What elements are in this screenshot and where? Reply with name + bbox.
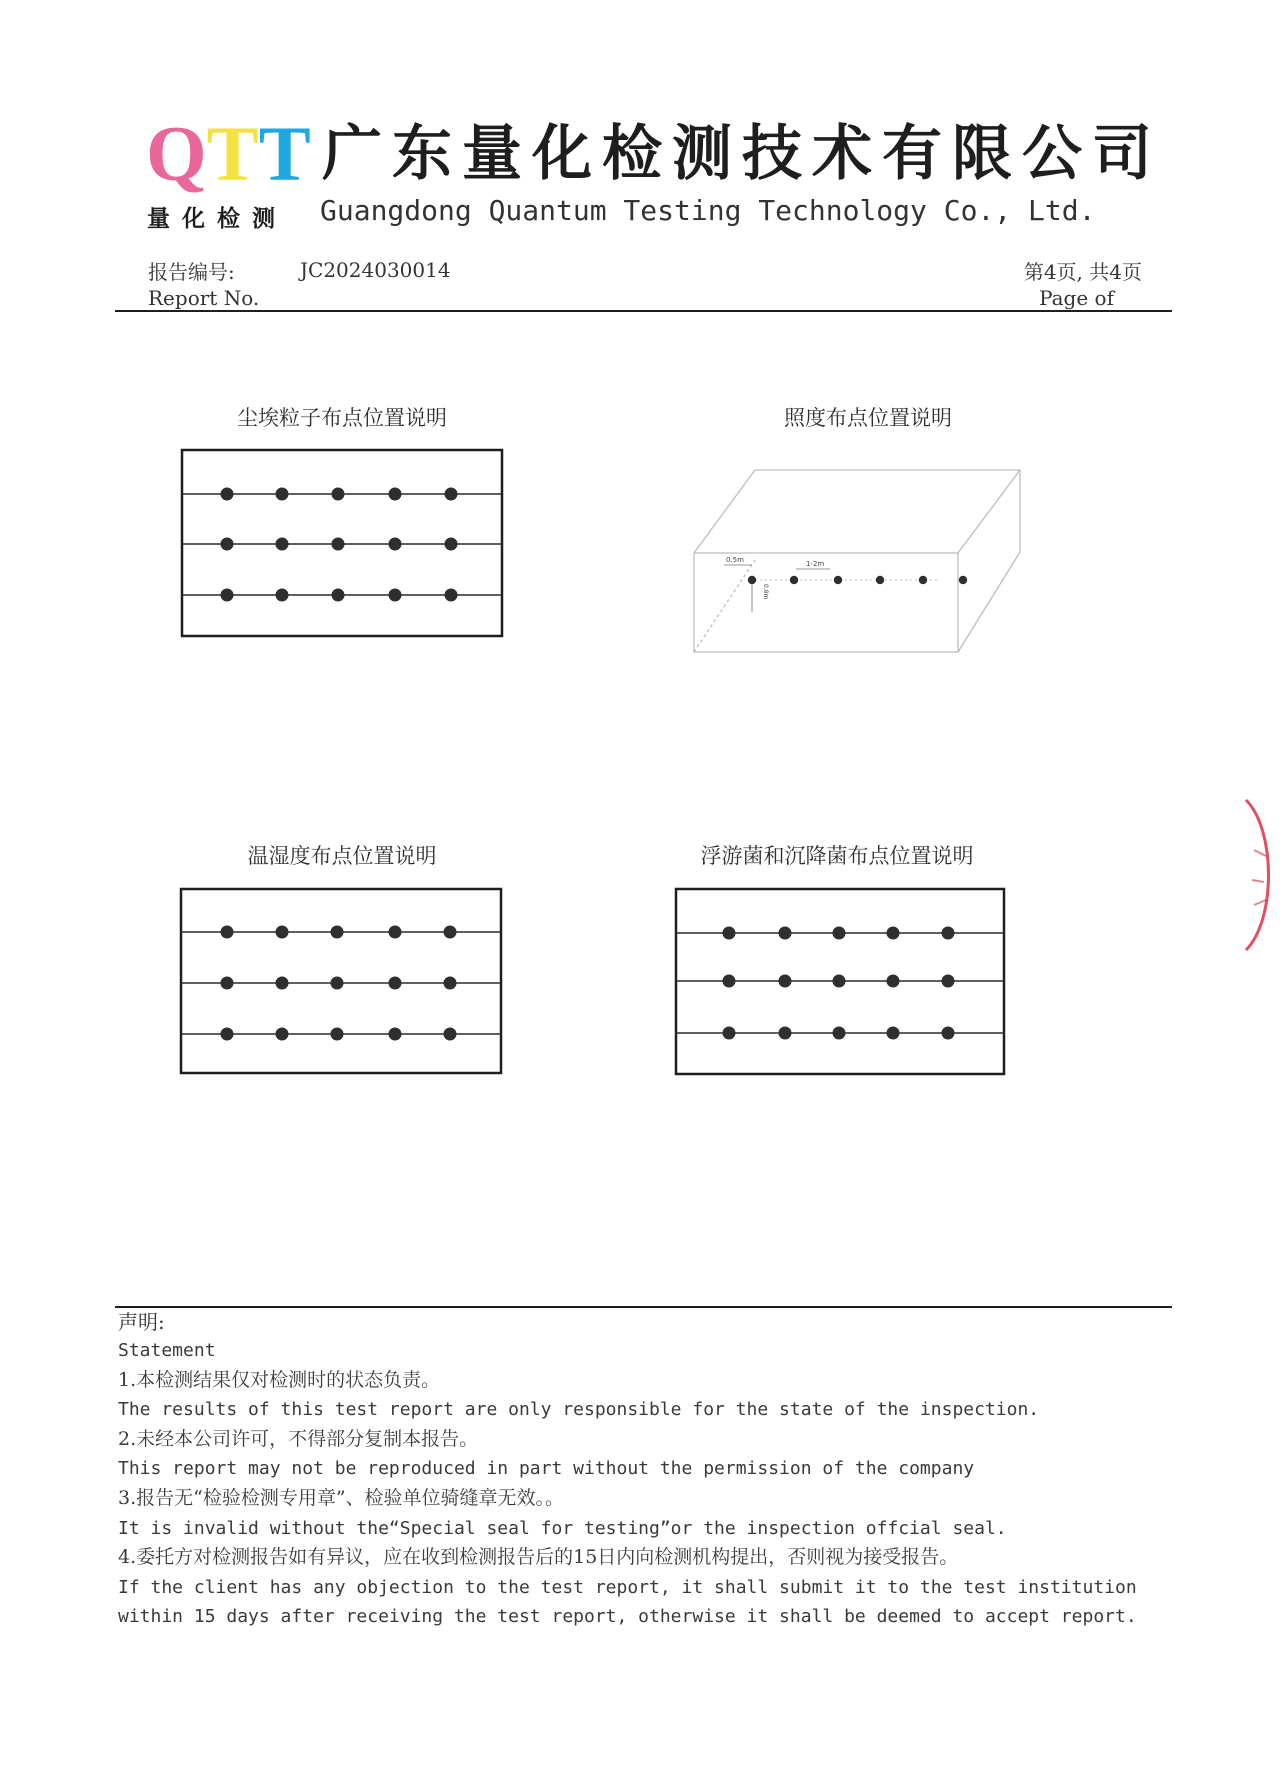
bacteria-sample-point bbox=[887, 975, 900, 988]
bacteria-sample-point bbox=[723, 927, 736, 940]
temp_humidity-sample-point bbox=[444, 977, 457, 990]
dust-diagram-title: 尘埃粒子布点位置说明 bbox=[237, 406, 447, 430]
bacteria-sample-point bbox=[942, 927, 955, 940]
statement-section bbox=[118, 1308, 1188, 1632]
temp_humidity-sample-point bbox=[331, 926, 344, 939]
bacteria-sample-point bbox=[833, 927, 846, 940]
temp_humidity-sample-point bbox=[389, 926, 402, 939]
dust-sample-point bbox=[276, 589, 289, 602]
logo-letter-t2: T bbox=[258, 110, 311, 197]
temp_humidity-sample-point bbox=[389, 1028, 402, 1041]
bacteria-sample-point bbox=[942, 1027, 955, 1040]
bacteria-sample-point bbox=[779, 927, 792, 940]
temp-humidity-diagram-title: 温湿度布点位置说明 bbox=[247, 844, 437, 868]
dust-sample-point bbox=[276, 538, 289, 551]
temp_humidity-sample-point bbox=[221, 926, 234, 939]
statement-item-1-en: The results of this test report are only responsible for the state of the inspection. bbox=[118, 1399, 1040, 1421]
page-indicator-en: Page of bbox=[1039, 286, 1114, 310]
illuminance-point-diagram bbox=[690, 462, 1030, 657]
dust-sample-point bbox=[445, 589, 458, 602]
dust-sample-point bbox=[332, 538, 345, 551]
illuminance-sample-point bbox=[959, 576, 967, 584]
illuminance-sample-point bbox=[919, 576, 927, 584]
bacteria-sample-point bbox=[779, 1027, 792, 1040]
dust-sample-point bbox=[332, 589, 345, 602]
dust-sample-point bbox=[221, 488, 234, 501]
logo-letter-q: Q bbox=[146, 110, 207, 197]
temp_humidity-sample-point bbox=[331, 1028, 344, 1041]
dust-sample-point bbox=[389, 589, 402, 602]
statement-item-2-en: This report may not be reproduced in part without the permission of the company bbox=[118, 1458, 975, 1480]
statement-title-en: Statement bbox=[118, 1340, 216, 1361]
bacteria-sample-point bbox=[833, 1027, 846, 1040]
illuminance-sample-point bbox=[748, 576, 756, 584]
report-number-label-cn: 报告编号: bbox=[148, 260, 235, 284]
header-divider bbox=[115, 310, 1172, 312]
dust-sample-point bbox=[276, 488, 289, 501]
bacteria-sample-point bbox=[723, 975, 736, 988]
temp_humidity-sample-point bbox=[389, 977, 402, 990]
logo-subtitle: 量化检测 bbox=[147, 206, 287, 232]
temp_humidity-sample-point bbox=[331, 977, 344, 990]
temp_humidity-sample-point bbox=[276, 926, 289, 939]
illuminance-sample-point bbox=[876, 576, 884, 584]
dust-sample-point bbox=[445, 488, 458, 501]
bacteria-sample-point bbox=[779, 975, 792, 988]
dust-sample-point bbox=[445, 538, 458, 551]
bacteria-sample-point bbox=[833, 975, 846, 988]
report-number-value: JC2024030014 bbox=[300, 258, 451, 282]
bacteria-sample-point bbox=[723, 1027, 736, 1040]
official-seal-partial bbox=[1236, 790, 1284, 960]
label-0.5m: 0.5m bbox=[726, 556, 744, 564]
statement-item-4-en-line-2: within 15 days after receiving the test report, otherwise it shall be deemed to accept report. bbox=[118, 1606, 1137, 1628]
illuminance-sample-point bbox=[834, 576, 842, 584]
dust-sample-point bbox=[332, 488, 345, 501]
statement-item-3-en: It is invalid without the“Special seal for testing”or the inspection offcial seal. bbox=[118, 1517, 1007, 1539]
dust-frame bbox=[182, 450, 502, 636]
logo bbox=[146, 110, 311, 197]
bacteria-sample-point bbox=[942, 975, 955, 988]
illuminance-sample-point bbox=[790, 576, 798, 584]
label-1-2m: 1-2m bbox=[806, 560, 825, 568]
dust-sample-point bbox=[221, 589, 234, 602]
page-indicator-cn: 第4页, 共4页 bbox=[1023, 260, 1142, 284]
bacteria-frame bbox=[676, 889, 1004, 1074]
illuminance-diagram-title: 照度布点位置说明 bbox=[784, 406, 952, 430]
company-name-cn: 广东量化检测技术有限公司 bbox=[322, 119, 1162, 189]
dust-sample-point bbox=[389, 538, 402, 551]
statement-item-1-cn: 1.本检测结果仅对检测时的状态负责。 bbox=[118, 1368, 441, 1391]
statement-item-2-cn: 2.未经本公司许可，不得部分复制本报告。 bbox=[118, 1427, 479, 1450]
temp_humidity-sample-point bbox=[444, 1028, 457, 1041]
statement-item-4-cn: 4.委托方对检测报告如有异议，应在收到检测报告后的15日内向检测机构提出，否则视为接受报告。 bbox=[118, 1546, 959, 1569]
temp_humidity-sample-point bbox=[221, 977, 234, 990]
statement-item-4-en-line-1: If the client has any objection to the test report, it shall submit it to the test institution bbox=[118, 1576, 1137, 1598]
temp_humidity-frame bbox=[181, 889, 501, 1073]
report-number-label-en: Report No. bbox=[148, 286, 260, 310]
dust-sample-point bbox=[389, 488, 402, 501]
temp_humidity-sample-point bbox=[221, 1028, 234, 1041]
bacteria-sample-point bbox=[887, 927, 900, 940]
logo-letter-t1: T bbox=[206, 110, 259, 197]
statement-title-cn: 声明: bbox=[118, 1310, 165, 1334]
bacteria-sample-point bbox=[887, 1027, 900, 1040]
dust-sample-point bbox=[221, 538, 234, 551]
temp_humidity-sample-point bbox=[276, 1028, 289, 1041]
temp_humidity-sample-point bbox=[444, 926, 457, 939]
label-0.8m: 0.8m bbox=[762, 584, 769, 600]
bacteria-diagram-title: 浮游菌和沉降菌布点位置说明 bbox=[700, 844, 974, 868]
temp_humidity-sample-point bbox=[276, 977, 289, 990]
statement-item-3-cn: 3.报告无“检验检测专用章”、检验单位骑缝章无效。。 bbox=[118, 1486, 565, 1509]
company-name-en: Guangdong Quantum Testing Technology Co., Ltd. bbox=[320, 194, 1096, 227]
